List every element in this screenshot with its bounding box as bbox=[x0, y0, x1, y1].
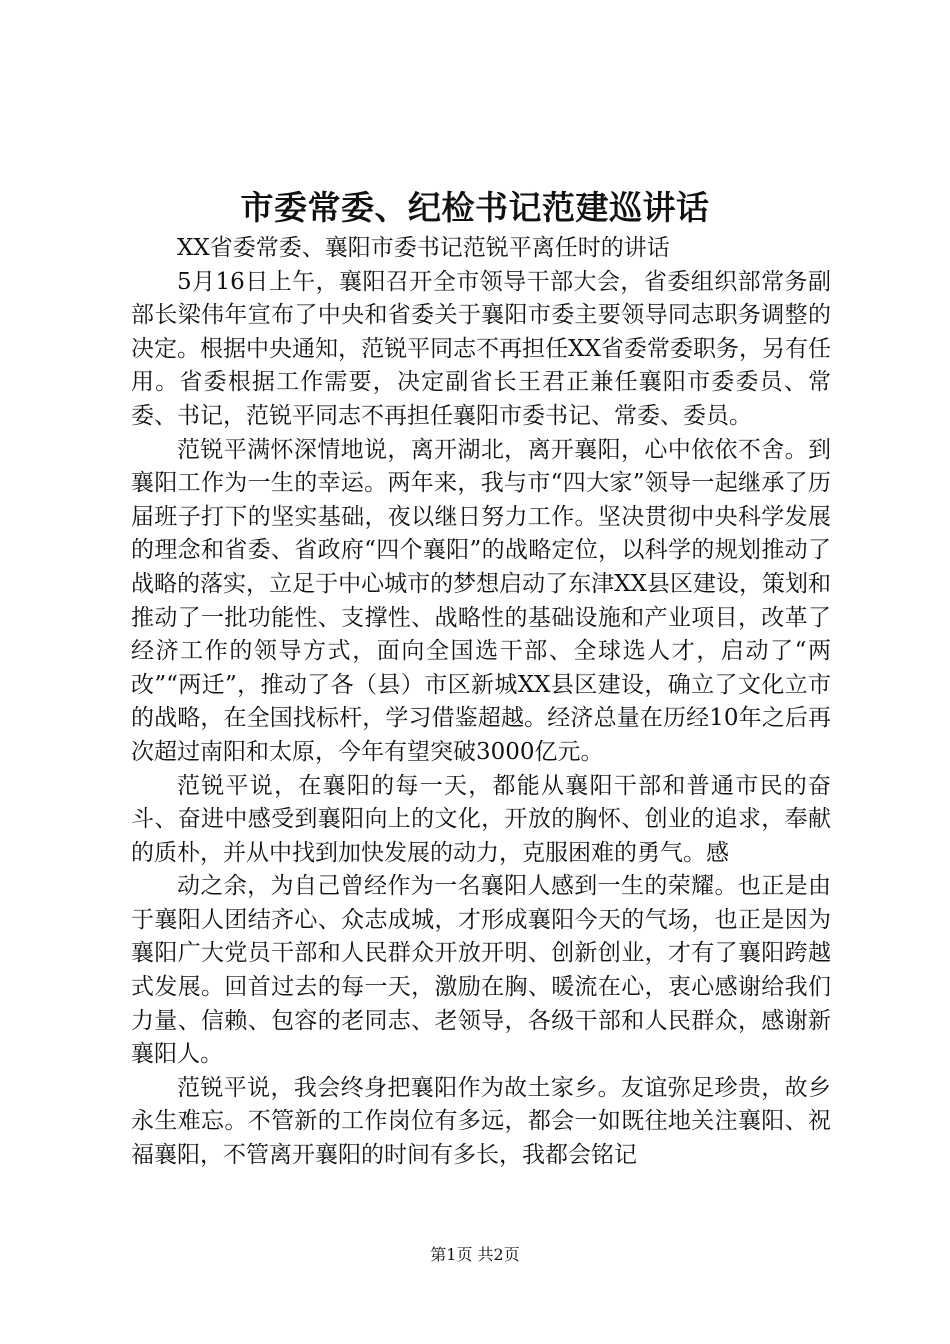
page-title: 市委常委、纪检书记范建巡讲话 bbox=[240, 188, 710, 227]
paragraph: 范锐平说，我会终身把襄阳作为故土家乡。友谊弥足珍贵，故乡永生难忘。不管新的工作岗位有多远，都会一如既往地关注襄阳、祝福襄阳，不管离开襄阳的时间有多长，我都会铭记 bbox=[131, 1074, 831, 1169]
paragraph: 范锐平说，在襄阳的每一天，都能从襄阳干部和普通市民的奋斗、奋进中感受到襄阳向上的文化，开放的胸怀、创业的追求，奉献的质朴，并从中找到加快发展的动力，克服困难的勇气。感 bbox=[131, 772, 831, 866]
paragraph-subtitle: XX省委常委、襄阳市委书记范锐平离任时的讲话 bbox=[177, 235, 670, 261]
page-footer: 第1页 共2页 bbox=[430, 1245, 520, 1264]
paragraph: 范锐平满怀深情地说，离开湖北，离开襄阳，心中依依不舍。到襄阳工作为一生的幸运。两年来，我与市“四大家”领导一起继承了历届班子打下的坚实基础，夜以继日努力工作。坚决贯彻中央科学发展的理念和省委、省政府“四个襄阳”的战略定位，以科学的规划推动了战略的落实，立足于中心城市的梦想启动了东津XX县区建设，策划和推动了一批功能性、支撑性、战略性的基础设施和产业项目，改革了经济工作的领导方式，面向全国选干部、全球选人才，启动了“两改”“两迁”，推动了各（县）市区新城XX县区建设，确立了文化立市的战略，在全国找标杆，学习借鉴超越。经济总量在历经10年之后再次超过南阳和太原，今年有望突破3000亿元。 bbox=[131, 436, 831, 765]
document-body bbox=[131, 232, 831, 1173]
paragraph: 动之余，为自己曾经作为一名襄阳人感到一生的荣耀。也正是由于襄阳人团结齐心、众志成城，才形成襄阳今天的气场，也正是因为襄阳广大党员干部和人民群众开放开明、创新创业，才有了襄阳跨越式发展。回首过去的每一天，激励在胸、暖流在心，衷心感谢给我们力量、信赖、包容的老同志、老领导，各级干部和人民群众，感谢新襄阳人。 bbox=[131, 873, 831, 1068]
paragraph: 5月16日上午，襄阳召开全市领导干部大会，省委组织部常务副部长梁伟年宣布了中央和省委关于襄阳市委主要领导同志职务调整的决定。根据中央通知，范锐平同志不再担任XX省委常委职务，另有任用。省委根据工作需要，决定副省长王君正兼任襄阳市委委员、常委、书记，范锐平同志不再担任襄阳市委书记、常委、委员。 bbox=[131, 268, 831, 429]
